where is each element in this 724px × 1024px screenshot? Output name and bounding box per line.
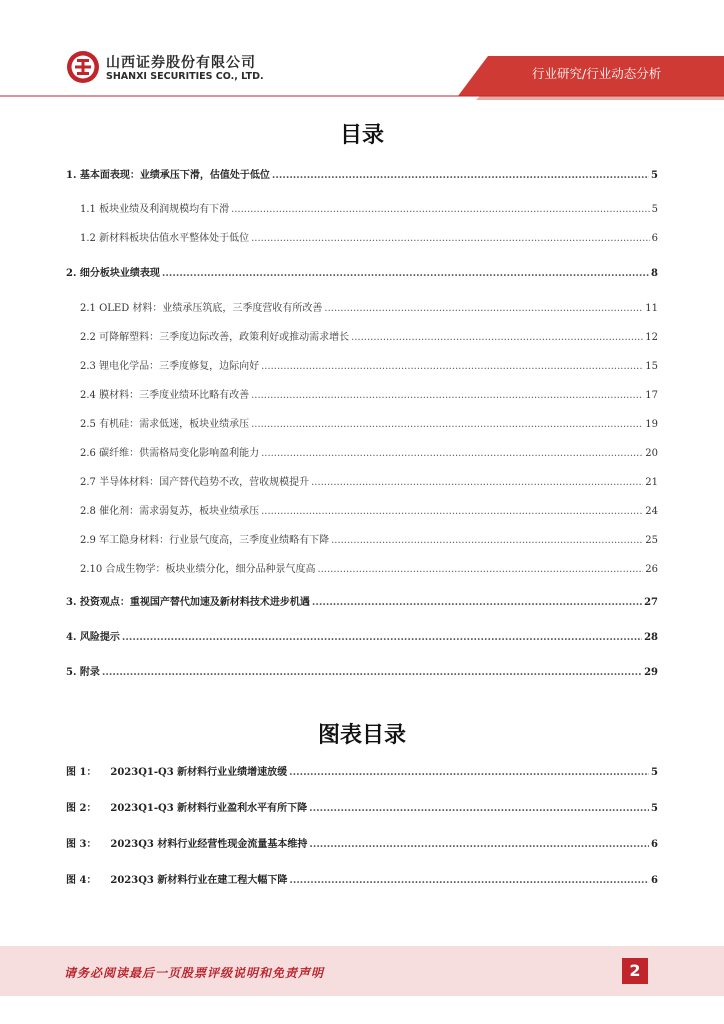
figure-list-title: 图表目录 bbox=[317, 723, 406, 748]
disclaimer-text: 请务必阅读最后一页股票评级说明和免责声明 bbox=[64, 966, 325, 980]
figure-leader-dots bbox=[289, 874, 649, 888]
toc-entry[interactable] bbox=[66, 596, 658, 610]
toc-entry-title: 2.4 膜材料：三季度业绩环比略有改善 bbox=[80, 390, 250, 401]
figure-entry-title: 图 1： 2023Q1-Q3 新材料行业业绩增速放缓 bbox=[66, 767, 288, 778]
toc-entry-page: 21 bbox=[645, 477, 658, 488]
figure-entry-title: 图 2： 2023Q1-Q3 新材料行业盈利水平有所下降 bbox=[66, 803, 308, 814]
toc-entry-page: 27 bbox=[644, 597, 658, 608]
toc-entry-title: 1.2 新材料板块估值水平整体处于低位 bbox=[80, 233, 250, 244]
company-name-en: SHANXI SECURITIES CO., LTD. bbox=[106, 71, 264, 82]
toc-entry-page: 28 bbox=[644, 632, 658, 643]
toc-entry-title: 1.1 板块业绩及利润规模均有下滑 bbox=[80, 204, 230, 215]
toc-entry-title: 1. 基本面表现：业绩承压下滑，估值处于低位 bbox=[66, 170, 270, 181]
toc-entry-page: 5 bbox=[651, 170, 658, 181]
toc-entry-title: 2.1 OLED 材料：业绩承压筑底，三季度营收有所改善 bbox=[80, 303, 323, 314]
toc-entry-page: 24 bbox=[645, 506, 658, 517]
toc-leader-dots bbox=[272, 169, 649, 183]
toc-entry[interactable] bbox=[80, 389, 658, 403]
toc-entry-title: 3. 投资观点：重视国产替代加速及新材料技术进步机遇 bbox=[66, 597, 310, 608]
toc-entry-title: 2.7 半导体材料：国产替代趋势不改，营收规模提升 bbox=[80, 477, 310, 488]
company-logo-icon bbox=[66, 50, 100, 84]
figure-entry[interactable] bbox=[66, 766, 658, 780]
toc-entry-title: 5. 附录 bbox=[66, 667, 100, 678]
toc-leader-dots bbox=[317, 563, 643, 577]
toc-entry-page: 25 bbox=[645, 535, 658, 546]
figure-entry[interactable] bbox=[66, 802, 658, 816]
header-banner bbox=[0, 0, 724, 100]
page-number: 2 bbox=[622, 958, 648, 984]
toc-entry-page: 17 bbox=[645, 390, 658, 401]
toc-entry[interactable] bbox=[66, 267, 658, 281]
toc-entry-title: 2.10 合成生物学：板块业绩分化，细分品种景气度高 bbox=[80, 564, 316, 575]
company-name-cn: 山西证券股份有限公司 bbox=[106, 55, 256, 71]
toc-entry-title: 2. 细分板块业绩表现 bbox=[66, 268, 160, 279]
toc-entry[interactable] bbox=[66, 169, 658, 183]
toc-entry[interactable] bbox=[80, 534, 658, 548]
toc-entry-page: 6 bbox=[651, 233, 658, 244]
figure-entry-title: 图 4： 2023Q3 新材料行业在建工程大幅下降 bbox=[66, 875, 288, 886]
figure-leader-dots bbox=[309, 838, 649, 852]
toc-entry[interactable] bbox=[80, 447, 658, 461]
toc-leader-dots bbox=[324, 302, 643, 316]
toc-entry-page: 11 bbox=[645, 303, 658, 314]
toc-entry-page: 20 bbox=[645, 448, 658, 459]
toc-leader-dots bbox=[122, 631, 642, 645]
toc-leader-dots bbox=[261, 505, 643, 519]
toc-leader-dots bbox=[102, 666, 642, 680]
toc-entry[interactable] bbox=[80, 418, 658, 432]
figure-entry-page: 5 bbox=[651, 767, 658, 778]
toc-entry[interactable] bbox=[80, 360, 658, 374]
toc-leader-dots bbox=[311, 476, 643, 490]
toc-entry-page: 29 bbox=[644, 667, 658, 678]
toc-entry[interactable] bbox=[66, 631, 658, 645]
figure-entry[interactable] bbox=[66, 874, 658, 888]
toc-entry[interactable] bbox=[80, 331, 658, 345]
toc-entry-page: 19 bbox=[645, 419, 658, 430]
toc-title: 目录 bbox=[339, 123, 384, 148]
toc-entry-title: 4. 风险提示 bbox=[66, 632, 120, 643]
report-category: 行业研究/行业动态分析 bbox=[532, 66, 662, 81]
figure-entry-page: 6 bbox=[651, 839, 658, 850]
toc-leader-dots bbox=[331, 534, 643, 548]
toc-entry-title: 2.8 催化剂：需求弱复苏，板块业绩承压 bbox=[80, 506, 260, 517]
toc-leader-dots bbox=[231, 203, 650, 217]
toc-entry-page: 26 bbox=[645, 564, 658, 575]
toc-entry[interactable] bbox=[80, 563, 658, 577]
figure-entry-page: 5 bbox=[651, 803, 658, 814]
toc-leader-dots bbox=[312, 596, 642, 610]
toc-leader-dots bbox=[251, 232, 650, 246]
toc-entry-page: 15 bbox=[645, 361, 658, 372]
figure-entry-page: 6 bbox=[651, 875, 658, 886]
figure-entry-title: 图 3： 2023Q3 材料行业经营性现金流量基本维持 bbox=[66, 839, 308, 850]
toc-entry-title: 2.2 可降解塑料：三季度边际改善，政策利好或推动需求增长 bbox=[80, 332, 350, 343]
page-header bbox=[0, 0, 724, 100]
toc-entry[interactable] bbox=[80, 302, 658, 316]
figure-entry[interactable] bbox=[66, 838, 658, 852]
toc-entry[interactable] bbox=[80, 476, 658, 490]
toc-leader-dots bbox=[251, 418, 643, 432]
toc-entry-title: 2.9 军工隐身材料：行业景气度高，三季度业绩略有下降 bbox=[80, 535, 330, 546]
figure-leader-dots bbox=[309, 802, 649, 816]
toc-entry-title: 2.6 碳纤维：供需格局变化影响盈利能力 bbox=[80, 448, 260, 459]
figure-leader-dots bbox=[289, 766, 649, 780]
toc-entry[interactable] bbox=[66, 666, 658, 680]
toc-leader-dots bbox=[162, 267, 649, 281]
toc-leader-dots bbox=[261, 360, 643, 374]
toc-leader-dots bbox=[251, 389, 643, 403]
toc-entry[interactable] bbox=[80, 203, 658, 217]
toc-leader-dots bbox=[261, 447, 643, 461]
toc-entry-page: 5 bbox=[651, 204, 658, 215]
toc-entry-page: 12 bbox=[645, 332, 658, 343]
toc-entry[interactable] bbox=[80, 232, 658, 246]
toc-entry-page: 8 bbox=[651, 268, 658, 279]
page-footer bbox=[0, 946, 724, 996]
toc-leader-dots bbox=[351, 331, 643, 345]
toc-entry-title: 2.3 锂电化学品：三季度修复，边际向好 bbox=[80, 361, 260, 372]
toc-entry[interactable] bbox=[80, 505, 658, 519]
toc-entry-title: 2.5 有机硅：需求低迷，板块业绩承压 bbox=[80, 419, 250, 430]
